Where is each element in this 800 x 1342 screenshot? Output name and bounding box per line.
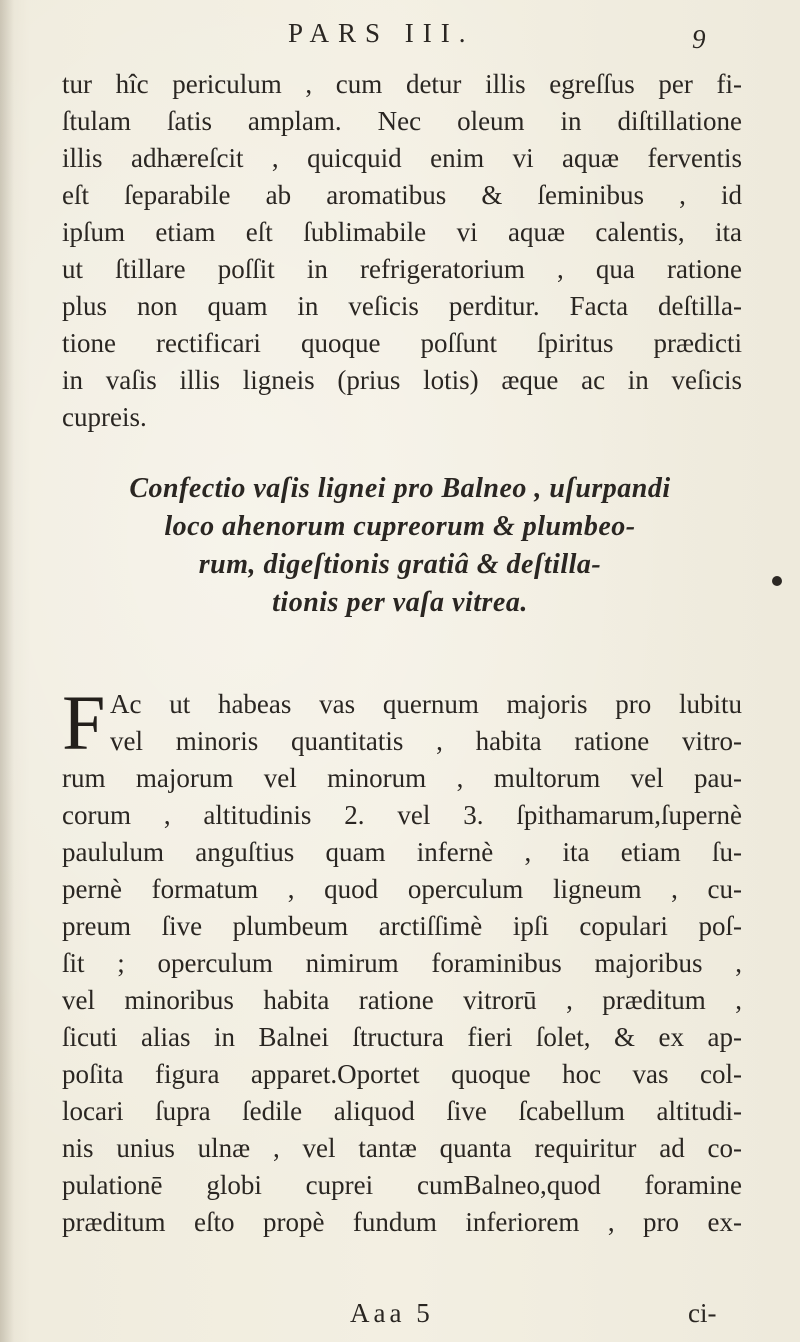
paragraph-body — [62, 679, 742, 1241]
text-line: vel minoris quantitatis , habita ratione vitro- — [110, 726, 742, 756]
paragraph-continuation — [62, 66, 742, 436]
drop-cap: F — [62, 679, 106, 766]
text-line: plus non quam in veſicis perditur. Facta deſtilla- — [62, 291, 742, 321]
text-line: nis unius ulnæ , vel tantæ quanta requiritur ad co- — [62, 1133, 742, 1163]
text-line: preum ſive plumbeum arctiſſimè ipſi copulari poſ- — [62, 911, 742, 941]
page-header — [0, 18, 800, 58]
text-line: pernè formatum , quod operculum ligneum , cu- — [62, 874, 742, 904]
text-line: tione rectificari quoque poſſunt ſpiritus prædicti — [62, 328, 742, 358]
page-number: 9 — [692, 24, 706, 54]
text-line: pulationē globi cuprei cumBalneo,quod foramine — [62, 1170, 742, 1200]
text-line: ipſum etiam eſt ſublimabile vi aquæ calentis, ita — [62, 217, 742, 247]
text-line: locari ſupra ſedile aliquod ſive ſcabellum altitudi- — [62, 1096, 742, 1126]
heading-line: tionis per vaſa vitrea. — [272, 587, 528, 618]
page-footer — [0, 1298, 800, 1338]
ink-speck — [772, 576, 782, 586]
text-line: præditum eſto propè fundum inferiorem , pro ex- — [62, 1207, 742, 1237]
text-line: in vaſis illis ligneis (prius lotis) æque ac in veſicis — [62, 365, 742, 395]
running-head: PARS III. — [288, 18, 475, 48]
gutter-shadow — [0, 0, 14, 1342]
heading-line: loco ahenorum cupreorum & plumbeo- — [164, 511, 636, 542]
text-line: eſt ſeparabile ab aromatibus & ſeminibus , id — [62, 180, 742, 210]
text-line: tur hîc periculum , cum detur illis egreſſus per fi- — [62, 69, 742, 99]
heading-line: rum, digeſtionis gratiâ & deſtilla- — [198, 549, 602, 580]
text-line: paululum anguſtius quam infernè , ita etiam ſu- — [62, 837, 742, 867]
section-heading — [0, 470, 800, 622]
text-line: vel minoribus habita ratione vitrorū , præditum , — [62, 985, 742, 1015]
text-line: ſicuti alias in Balnei ſtructura fieri ſolet, & ex ap- — [62, 1022, 742, 1052]
text-line: Ac ut habeas vas quernum majoris pro lubitu — [110, 689, 742, 719]
text-line: ſtulam ſatis amplam. Nec oleum in diſtillatione — [62, 106, 742, 136]
catchword: ci- — [688, 1298, 717, 1328]
heading-line: Confectio vaſis lignei pro Balneo , uſurpandi — [129, 473, 671, 504]
text-line: rum majorum vel minorum , multorum vel pau- — [62, 763, 742, 793]
text-line: cupreis. — [62, 402, 147, 432]
text-line: ſit ; operculum nimirum foraminibus majoribus , — [62, 948, 742, 978]
text-line: poſita figura apparet.Oportet quoque hoc vas col- — [62, 1059, 742, 1089]
text-line: illis adhæreſcit , quicquid enim vi aquæ ferventis — [62, 143, 742, 173]
signature-mark: Aaa 5 — [350, 1298, 434, 1328]
text-line: corum , altitudinis 2. vel 3. ſpithamarum,ſupernè — [62, 800, 742, 830]
text-line: ut ſtillare poſſit in refrigeratorium , qua ratione — [62, 254, 742, 284]
